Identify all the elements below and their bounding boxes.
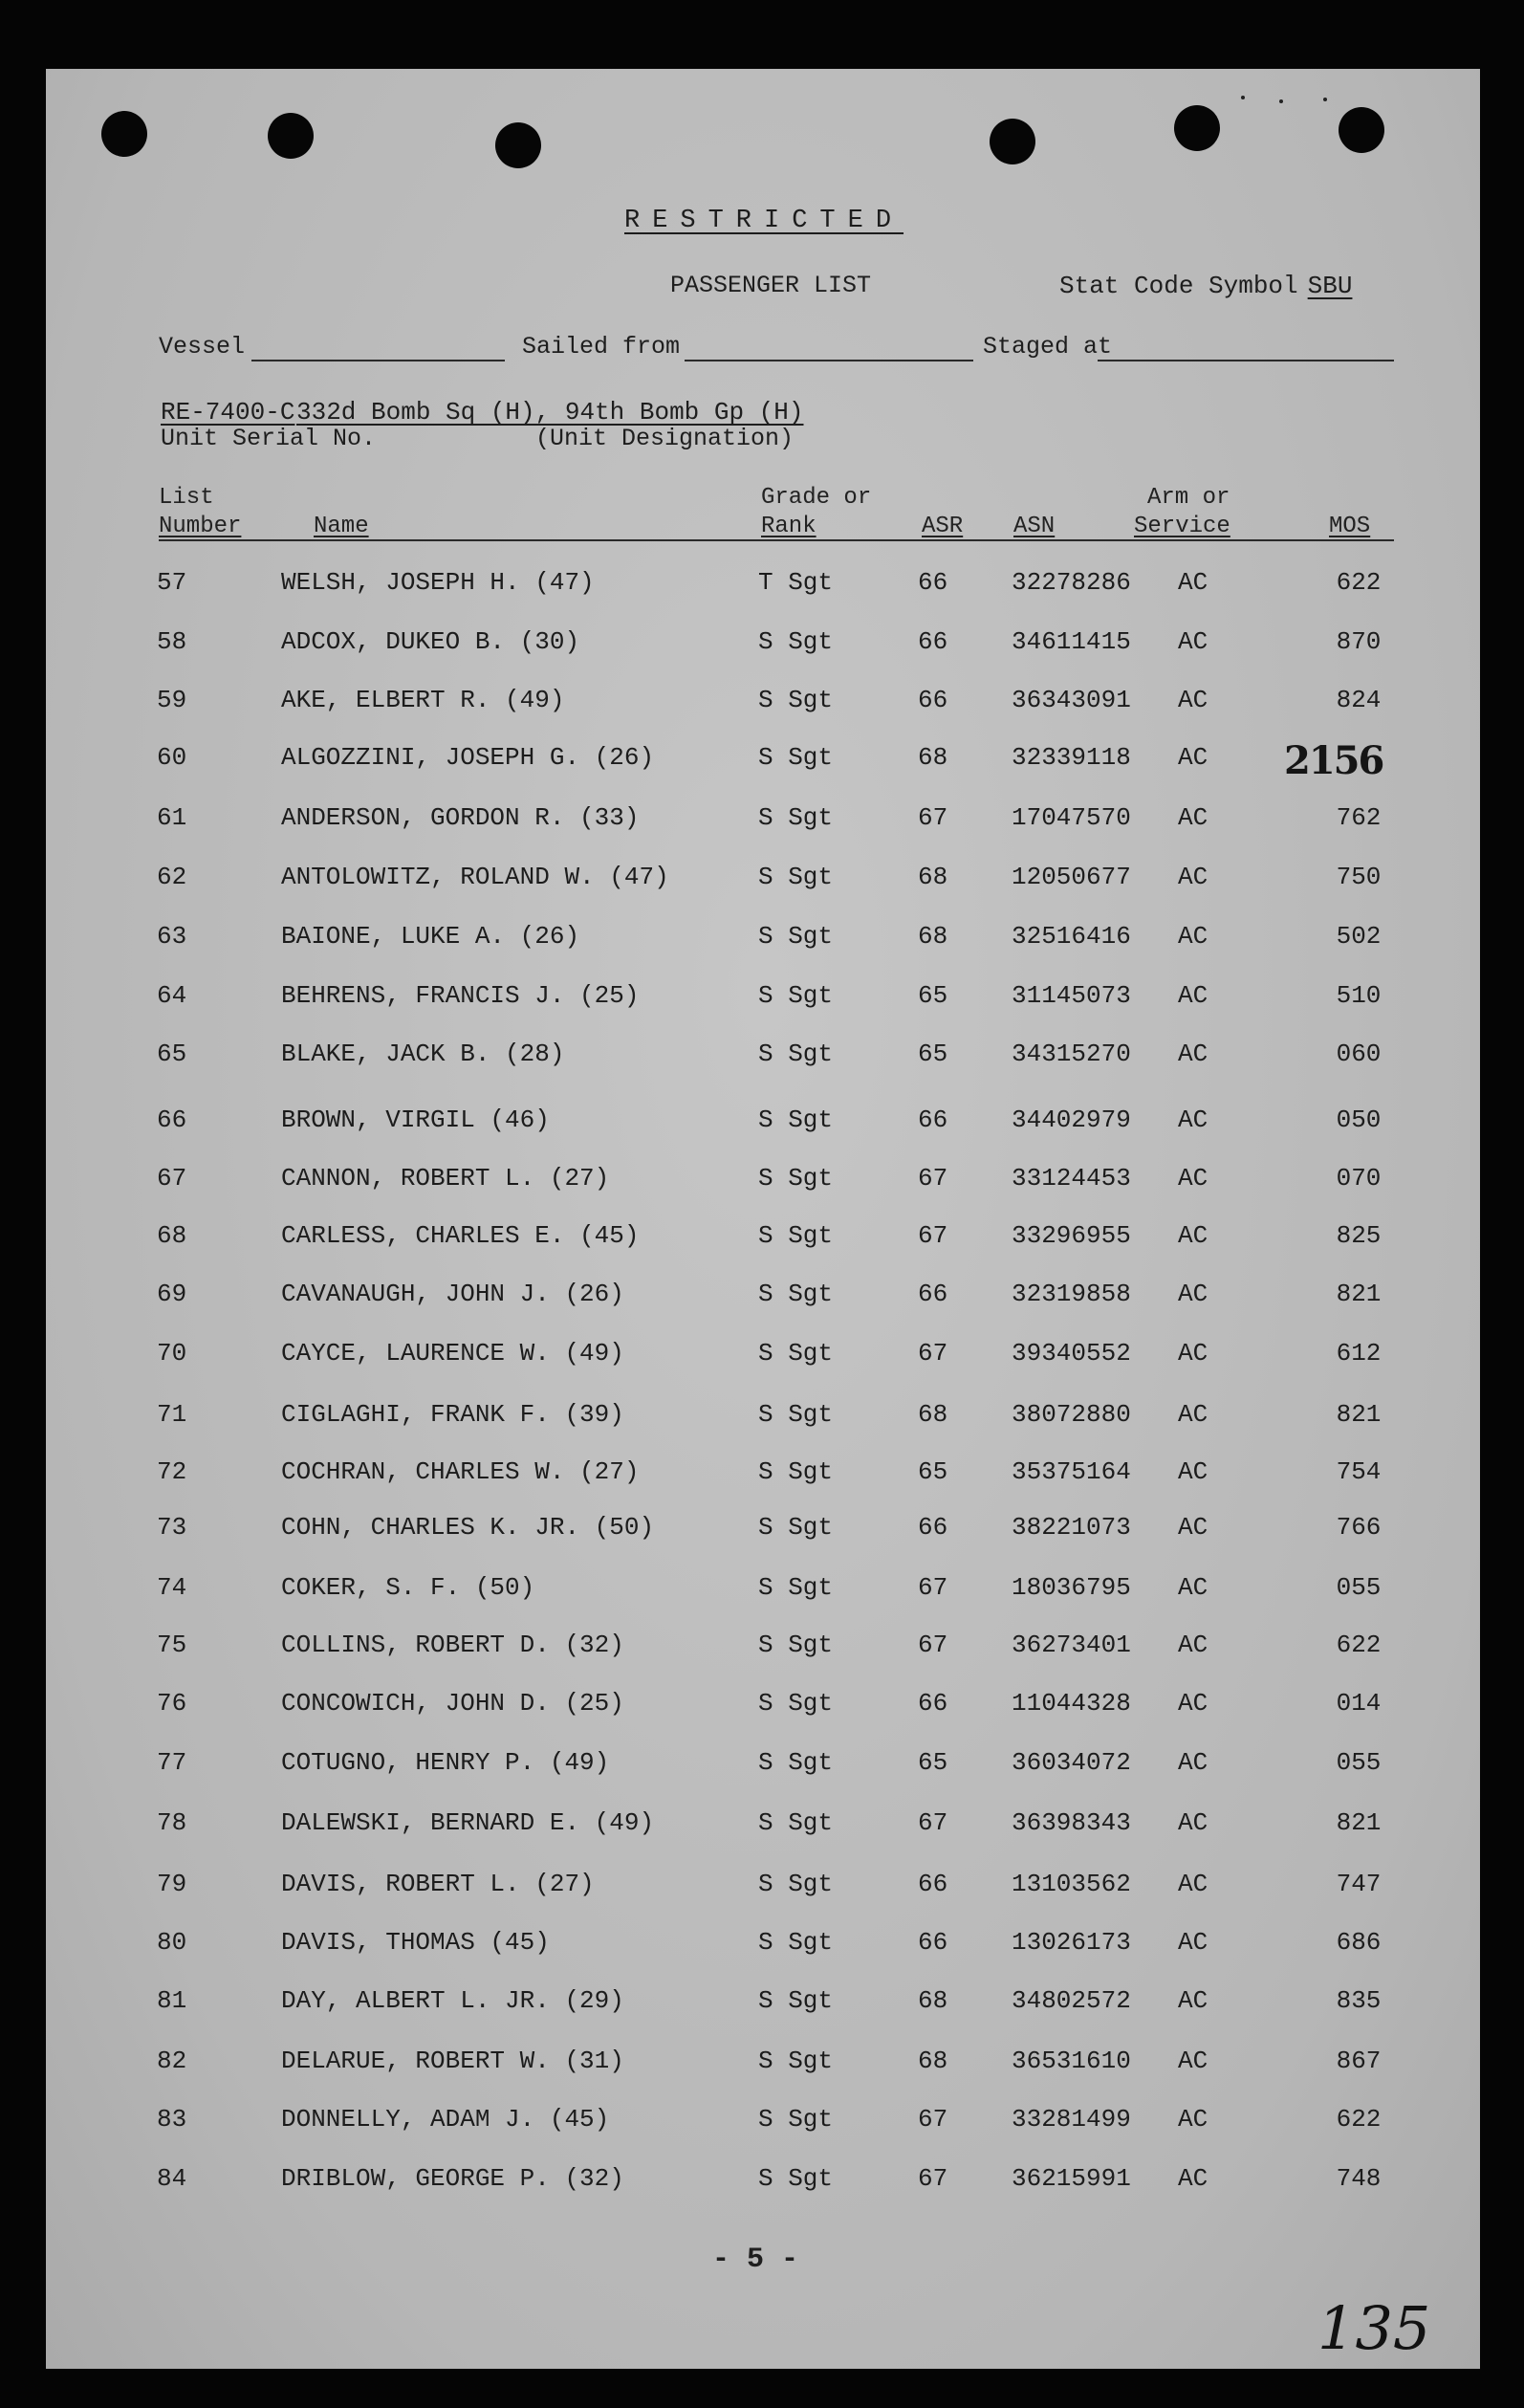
- arm-service-cell: AC: [1178, 1105, 1208, 1134]
- asn-cell: 12050677: [1012, 863, 1131, 891]
- arm-service-cell: AC: [1178, 1400, 1208, 1429]
- arm-service-cell: AC: [1178, 803, 1208, 832]
- grade-cell: S Sgt: [758, 2105, 834, 2134]
- handwritten-page-stamp: 135: [1317, 2293, 1431, 2363]
- asn-cell: 36215991: [1012, 2164, 1131, 2193]
- list-number-cell: 84: [157, 2164, 187, 2193]
- mos-cell: 050: [1336, 1105, 1382, 1134]
- mos-cell: 821: [1336, 1808, 1382, 1837]
- table-row: [46, 1457, 1480, 1496]
- asn-cell: 36531610: [1012, 2047, 1131, 2075]
- mos-cell: 870: [1336, 627, 1382, 656]
- mos-cell: 754: [1336, 1457, 1382, 1486]
- name-cell: COLLINS, ROBERT D. (32): [281, 1631, 624, 1659]
- header-mos: MOS: [1329, 514, 1371, 539]
- arm-service-cell: AC: [1178, 1221, 1208, 1250]
- document-sheet: [46, 69, 1480, 2369]
- asn-cell: 36273401: [1012, 1631, 1131, 1659]
- asr-cell: 66: [918, 1689, 948, 1718]
- staged-at-label: Staged at: [983, 333, 1113, 361]
- table-row: [46, 1280, 1480, 1318]
- grade-cell: S Sgt: [758, 1986, 834, 2015]
- grade-cell: S Sgt: [758, 1221, 834, 1250]
- arm-service-cell: AC: [1178, 1339, 1208, 1368]
- grade-cell: S Sgt: [758, 2047, 834, 2075]
- asn-cell: 36343091: [1012, 686, 1131, 714]
- header-arm-line1: Arm or: [1147, 485, 1230, 511]
- table-row: [46, 1748, 1480, 1786]
- list-number-cell: 64: [157, 981, 187, 1010]
- asr-cell: 68: [918, 922, 948, 951]
- arm-service-cell: AC: [1178, 1573, 1208, 1602]
- list-number-cell: 61: [157, 803, 187, 832]
- arm-service-cell: AC: [1178, 2164, 1208, 2193]
- arm-service-cell: AC: [1178, 1040, 1208, 1068]
- arm-service-cell: AC: [1178, 922, 1208, 951]
- name-cell: DALEWSKI, BERNARD E. (49): [281, 1808, 655, 1837]
- grade-cell: S Sgt: [758, 1457, 834, 1486]
- asr-cell: 65: [918, 1457, 948, 1486]
- passenger-table: [46, 69, 1480, 2369]
- grade-cell: S Sgt: [758, 1573, 834, 1602]
- name-cell: WELSH, JOSEPH H. (47): [281, 568, 595, 597]
- arm-service-cell: AC: [1178, 1280, 1208, 1308]
- list-number-cell: 59: [157, 686, 187, 714]
- mos-cell: 835: [1336, 1986, 1382, 2015]
- grade-cell: T Sgt: [758, 568, 834, 597]
- asn-cell: 13103562: [1012, 1870, 1131, 1898]
- asr-cell: 67: [918, 2105, 948, 2134]
- table-row: [46, 863, 1480, 901]
- table-row: [46, 2105, 1480, 2143]
- name-cell: COKER, S. F. (50): [281, 1573, 535, 1602]
- grade-cell: S Sgt: [758, 1040, 834, 1068]
- grade-cell: S Sgt: [758, 922, 834, 951]
- name-cell: CARLESS, CHARLES E. (45): [281, 1221, 640, 1250]
- grade-cell: S Sgt: [758, 1808, 834, 1837]
- mos-cell: 824: [1336, 686, 1382, 714]
- grade-cell: S Sgt: [758, 1105, 834, 1134]
- name-cell: DAY, ALBERT L. JR. (29): [281, 1986, 624, 2015]
- header-name: Name: [314, 514, 369, 539]
- table-row: [46, 1339, 1480, 1377]
- mos-cell: 014: [1336, 1689, 1382, 1718]
- unit-serial-label: Unit Serial No.: [161, 425, 377, 452]
- asr-cell: 68: [918, 2047, 948, 2075]
- list-number-cell: 76: [157, 1689, 187, 1718]
- mos-overprint-stamp: 2156: [1284, 738, 1383, 783]
- asn-cell: 32278286: [1012, 568, 1131, 597]
- unit-designation-value: 332d Bomb Sq (H), 94th Bomb Gp (H): [296, 398, 804, 427]
- name-cell: DELARUE, ROBERT W. (31): [281, 2047, 624, 2075]
- arm-service-cell: AC: [1178, 1689, 1208, 1718]
- mos-cell: 055: [1336, 1748, 1382, 1777]
- header-asr: ASR: [922, 514, 964, 539]
- asn-cell: 35375164: [1012, 1457, 1131, 1486]
- document-title: PASSENGER LIST: [670, 272, 872, 299]
- name-cell: BROWN, VIRGIL (46): [281, 1105, 550, 1134]
- name-cell: CONCOWICH, JOHN D. (25): [281, 1689, 624, 1718]
- name-cell: CANNON, ROBERT L. (27): [281, 1164, 610, 1193]
- mos-cell: 821: [1336, 1400, 1382, 1429]
- list-number-cell: 57: [157, 568, 187, 597]
- header-grade-line1: Grade or: [761, 485, 872, 511]
- asr-cell: 66: [918, 627, 948, 656]
- asn-cell: 13026173: [1012, 1928, 1131, 1957]
- asn-cell: 34611415: [1012, 627, 1131, 656]
- arm-service-cell: AC: [1178, 686, 1208, 714]
- header-asn: ASN: [1013, 514, 1056, 539]
- list-number-cell: 70: [157, 1339, 187, 1368]
- arm-service-cell: AC: [1178, 1748, 1208, 1777]
- asr-cell: 68: [918, 1986, 948, 2015]
- table-row: [46, 1870, 1480, 1908]
- list-number-cell: 71: [157, 1400, 187, 1429]
- table-row: [46, 1513, 1480, 1551]
- list-number-cell: 82: [157, 2047, 187, 2075]
- asr-cell: 68: [918, 743, 948, 772]
- vessel-label: Vessel: [159, 333, 246, 361]
- arm-service-cell: AC: [1178, 1513, 1208, 1542]
- table-row: [46, 1164, 1480, 1202]
- asn-cell: 34802572: [1012, 1986, 1131, 2015]
- asr-cell: 67: [918, 803, 948, 832]
- stat-code-value: SBU: [1307, 272, 1353, 300]
- mos-cell: 825: [1336, 1221, 1382, 1250]
- grade-cell: S Sgt: [758, 1164, 834, 1193]
- stat-code-label: Stat Code Symbol: [1059, 272, 1298, 300]
- asn-cell: 32516416: [1012, 922, 1131, 951]
- sailed-from-label: Sailed from: [522, 333, 681, 361]
- grade-cell: S Sgt: [758, 1400, 834, 1429]
- asn-cell: 11044328: [1012, 1689, 1131, 1718]
- name-cell: CAVANAUGH, JOHN J. (26): [281, 1280, 624, 1308]
- asn-cell: 38072880: [1012, 1400, 1131, 1429]
- asr-cell: 67: [918, 1808, 948, 1837]
- arm-service-cell: AC: [1178, 568, 1208, 597]
- list-number-cell: 78: [157, 1808, 187, 1837]
- table-row: [46, 1105, 1480, 1144]
- name-cell: DRIBLOW, GEORGE P. (32): [281, 2164, 624, 2193]
- asr-cell: 68: [918, 863, 948, 891]
- table-row: [46, 803, 1480, 842]
- asn-cell: 33124453: [1012, 1164, 1131, 1193]
- asr-cell: 67: [918, 1221, 948, 1250]
- table-row: [46, 1631, 1480, 1669]
- name-cell: DAVIS, ROBERT L. (27): [281, 1870, 595, 1898]
- arm-service-cell: AC: [1178, 2105, 1208, 2134]
- arm-service-cell: AC: [1178, 1457, 1208, 1486]
- grade-cell: S Sgt: [758, 1928, 834, 1957]
- list-number-cell: 79: [157, 1870, 187, 1898]
- mos-cell: 622: [1336, 568, 1382, 597]
- arm-service-cell: AC: [1178, 1870, 1208, 1898]
- list-number-cell: 75: [157, 1631, 187, 1659]
- list-number-cell: 67: [157, 1164, 187, 1193]
- header-list-line1: List: [159, 485, 214, 511]
- table-row: [46, 1040, 1480, 1078]
- asn-cell: 34315270: [1012, 1040, 1131, 1068]
- arm-service-cell: AC: [1178, 1164, 1208, 1193]
- asr-cell: 67: [918, 1339, 948, 1368]
- name-cell: CIGLAGHI, FRANK F. (39): [281, 1400, 624, 1429]
- grade-cell: S Sgt: [758, 1631, 834, 1659]
- mos-cell: 060: [1336, 1040, 1382, 1068]
- mos-cell: 750: [1336, 863, 1382, 891]
- arm-service-cell: AC: [1178, 743, 1208, 772]
- asn-cell: 32339118: [1012, 743, 1131, 772]
- table-row: [46, 568, 1480, 606]
- name-cell: ANDERSON, GORDON R. (33): [281, 803, 640, 832]
- asr-cell: 68: [918, 1400, 948, 1429]
- mos-cell: 502: [1336, 922, 1382, 951]
- table-row: [46, 627, 1480, 666]
- asr-cell: 67: [918, 1631, 948, 1659]
- grade-cell: S Sgt: [758, 1870, 834, 1898]
- table-row: [46, 1689, 1480, 1727]
- table-row: [46, 1400, 1480, 1438]
- name-cell: DONNELLY, ADAM J. (45): [281, 2105, 610, 2134]
- list-number-cell: 69: [157, 1280, 187, 1308]
- header-arm-line2: Service: [1134, 514, 1230, 539]
- list-number-cell: 63: [157, 922, 187, 951]
- asr-cell: 67: [918, 1164, 948, 1193]
- arm-service-cell: AC: [1178, 1928, 1208, 1957]
- list-number-cell: 60: [157, 743, 187, 772]
- name-cell: AKE, ELBERT R. (49): [281, 686, 565, 714]
- list-number-cell: 68: [157, 1221, 187, 1250]
- grade-cell: S Sgt: [758, 686, 834, 714]
- list-number-cell: 80: [157, 1928, 187, 1957]
- asn-cell: 32319858: [1012, 1280, 1131, 1308]
- asn-cell: 31145073: [1012, 981, 1131, 1010]
- grade-cell: S Sgt: [758, 1748, 834, 1777]
- table-row: [46, 743, 1480, 781]
- table-row: [46, 686, 1480, 724]
- asr-cell: 66: [918, 686, 948, 714]
- asn-cell: 36398343: [1012, 1808, 1131, 1837]
- table-row: [46, 1573, 1480, 1611]
- grade-cell: S Sgt: [758, 627, 834, 656]
- asr-cell: 66: [918, 1928, 948, 1957]
- mos-cell: 622: [1336, 1631, 1382, 1659]
- arm-service-cell: AC: [1178, 1808, 1208, 1837]
- list-number-cell: 81: [157, 1986, 187, 2015]
- list-number-cell: 65: [157, 1040, 187, 1068]
- mos-cell: 686: [1336, 1928, 1382, 1957]
- table-row: [46, 1986, 1480, 2025]
- unit-designation-label: (Unit Designation): [535, 425, 795, 452]
- list-number-cell: 73: [157, 1513, 187, 1542]
- asr-cell: 66: [918, 1105, 948, 1134]
- header-grade-line2: Rank: [761, 514, 816, 539]
- asn-cell: 33281499: [1012, 2105, 1131, 2134]
- asr-cell: 65: [918, 1040, 948, 1068]
- name-cell: COCHRAN, CHARLES W. (27): [281, 1457, 640, 1486]
- table-row: [46, 1928, 1480, 1966]
- asn-cell: 39340552: [1012, 1339, 1131, 1368]
- asn-cell: 36034072: [1012, 1748, 1131, 1777]
- table-row: [46, 981, 1480, 1019]
- grade-cell: S Sgt: [758, 1689, 834, 1718]
- table-row: [46, 922, 1480, 960]
- asr-cell: 66: [918, 1513, 948, 1542]
- asn-cell: 17047570: [1012, 803, 1131, 832]
- list-number-cell: 66: [157, 1105, 187, 1134]
- asn-cell: 33296955: [1012, 1221, 1131, 1250]
- grade-cell: S Sgt: [758, 981, 834, 1010]
- mos-cell: 070: [1336, 1164, 1382, 1193]
- list-number-cell: 58: [157, 627, 187, 656]
- grade-cell: S Sgt: [758, 1339, 834, 1368]
- asr-cell: 66: [918, 1280, 948, 1308]
- table-row: [46, 2164, 1480, 2202]
- name-cell: BEHRENS, FRANCIS J. (25): [281, 981, 640, 1010]
- header-list-line2: Number: [159, 514, 242, 539]
- unit-serial-value: RE-7400-C: [161, 398, 295, 427]
- asr-cell: 67: [918, 1573, 948, 1602]
- name-cell: BLAKE, JACK B. (28): [281, 1040, 565, 1068]
- asr-cell: 66: [918, 568, 948, 597]
- asr-cell: 65: [918, 981, 948, 1010]
- mos-cell: 510: [1336, 981, 1382, 1010]
- asr-cell: 67: [918, 2164, 948, 2193]
- asr-cell: 65: [918, 1748, 948, 1777]
- name-cell: ANTOLOWITZ, ROLAND W. (47): [281, 863, 669, 891]
- table-row: [46, 1221, 1480, 1259]
- asn-cell: 18036795: [1012, 1573, 1131, 1602]
- asr-cell: 66: [918, 1870, 948, 1898]
- classification-heading: RESTRICTED: [624, 207, 904, 235]
- arm-service-cell: AC: [1178, 2047, 1208, 2075]
- name-cell: ALGOZZINI, JOSEPH G. (26): [281, 743, 655, 772]
- page-number: - 5 -: [712, 2244, 799, 2276]
- asn-cell: 38221073: [1012, 1513, 1131, 1542]
- mos-cell: 762: [1336, 803, 1382, 832]
- mos-cell: 622: [1336, 2105, 1382, 2134]
- name-cell: CAYCE, LAURENCE W. (49): [281, 1339, 624, 1368]
- table-row: [46, 1808, 1480, 1847]
- arm-service-cell: AC: [1178, 1986, 1208, 2015]
- name-cell: COTUGNO, HENRY P. (49): [281, 1748, 610, 1777]
- mos-cell: 867: [1336, 2047, 1382, 2075]
- name-cell: COHN, CHARLES K. JR. (50): [281, 1513, 655, 1542]
- name-cell: ADCOX, DUKEO B. (30): [281, 627, 580, 656]
- list-number-cell: 83: [157, 2105, 187, 2134]
- list-number-cell: 62: [157, 863, 187, 891]
- grade-cell: S Sgt: [758, 2164, 834, 2193]
- list-number-cell: 77: [157, 1748, 187, 1777]
- arm-service-cell: AC: [1178, 863, 1208, 891]
- list-number-cell: 74: [157, 1573, 187, 1602]
- table-row: [46, 2047, 1480, 2085]
- name-cell: DAVIS, THOMAS (45): [281, 1928, 550, 1957]
- arm-service-cell: AC: [1178, 981, 1208, 1010]
- mos-cell: 748: [1336, 2164, 1382, 2193]
- grade-cell: S Sgt: [758, 863, 834, 891]
- grade-cell: S Sgt: [758, 1280, 834, 1308]
- arm-service-cell: AC: [1178, 1631, 1208, 1659]
- mos-cell: 612: [1336, 1339, 1382, 1368]
- name-cell: BAIONE, LUKE A. (26): [281, 922, 580, 951]
- arm-service-cell: AC: [1178, 627, 1208, 656]
- mos-cell: 766: [1336, 1513, 1382, 1542]
- asn-cell: 34402979: [1012, 1105, 1131, 1134]
- mos-cell: 055: [1336, 1573, 1382, 1602]
- mos-cell: 747: [1336, 1870, 1382, 1898]
- list-number-cell: 72: [157, 1457, 187, 1486]
- grade-cell: S Sgt: [758, 803, 834, 832]
- mos-cell: 821: [1336, 1280, 1382, 1308]
- grade-cell: S Sgt: [758, 1513, 834, 1542]
- grade-cell: S Sgt: [758, 743, 834, 772]
